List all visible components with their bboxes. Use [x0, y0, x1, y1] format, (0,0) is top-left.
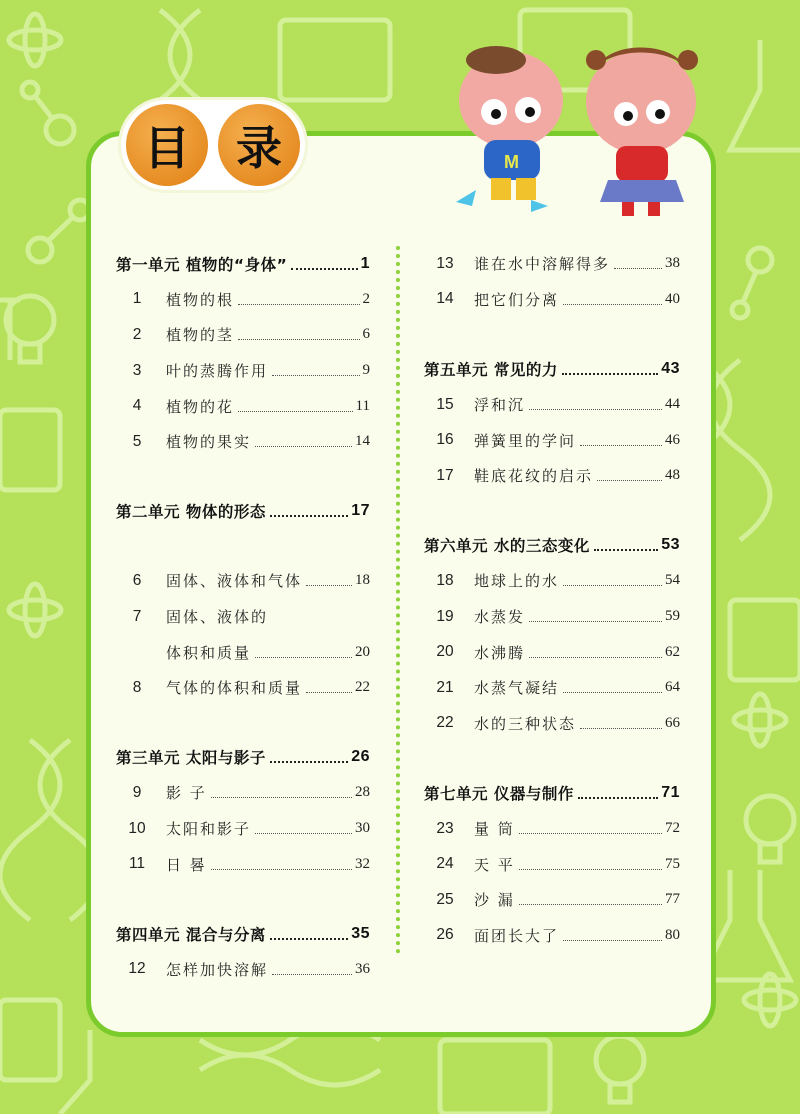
dot-leader — [255, 647, 352, 658]
lesson-title: 把它们分离 — [474, 290, 560, 309]
lesson-number: 25 — [436, 890, 454, 908]
dot-leader — [563, 930, 662, 941]
lesson-number: 24 — [436, 855, 454, 873]
toc-lesson-entry[interactable] — [116, 670, 370, 706]
lesson-number: 4 — [132, 397, 142, 415]
clay-girl-figure — [586, 48, 698, 217]
page-number: 62 — [665, 643, 680, 660]
page-number: 53 — [661, 536, 680, 554]
toc-lesson-entry[interactable] — [116, 775, 370, 811]
section-gap — [424, 741, 680, 775]
page-number: 66 — [665, 714, 680, 731]
svg-text:M: M — [504, 152, 519, 172]
toc-lesson-entry[interactable] — [424, 458, 680, 494]
lesson-number: 13 — [436, 254, 454, 272]
unit-label: 第一单元 植物的“身体” — [116, 255, 288, 274]
page-number: 17 — [351, 502, 370, 520]
page-number: 46 — [665, 431, 680, 448]
lesson-title: 鞋底花纹的启示 — [474, 467, 594, 486]
toc-lesson-entry[interactable] — [116, 388, 370, 424]
lesson-title: 水蒸气凝结 — [474, 679, 560, 698]
unit-label: 第七单元 仪器与制作 — [424, 784, 574, 803]
lesson-title: 植物的茎 — [166, 326, 235, 345]
lesson-title: 植物的果实 — [166, 433, 252, 452]
dot-leader — [578, 787, 658, 799]
lesson-number: 22 — [436, 714, 454, 732]
toc-left-column — [116, 246, 370, 987]
dot-leader — [562, 363, 658, 375]
page-number: 18 — [355, 572, 370, 589]
dot-leader — [519, 894, 662, 905]
dot-leader — [594, 539, 658, 551]
lesson-number: 7 — [132, 607, 142, 625]
column-divider — [396, 246, 400, 954]
page-number: 80 — [665, 926, 680, 943]
page-number: 22 — [355, 679, 370, 696]
page-number: 38 — [665, 255, 680, 272]
page-number: 32 — [355, 855, 370, 872]
section-gap — [424, 317, 680, 351]
page-number: 6 — [362, 326, 370, 343]
page-number: 1 — [360, 254, 370, 272]
dot-leader — [580, 718, 662, 729]
lesson-number: 10 — [128, 819, 146, 837]
toc-lesson-entry[interactable] — [424, 918, 680, 954]
toc-lesson-entry[interactable] — [424, 882, 680, 918]
toc-lesson-entry[interactable] — [116, 811, 370, 847]
toc-lesson-entry[interactable] — [424, 246, 680, 282]
dot-leader — [211, 859, 352, 870]
dot-leader — [529, 611, 662, 622]
toc-unit-heading[interactable] — [116, 246, 370, 282]
clay-children-illustration — [436, 30, 706, 220]
page-number: 28 — [355, 784, 370, 801]
lesson-number: 16 — [436, 431, 454, 449]
page-number: 26 — [351, 748, 370, 766]
lesson-title: 太阳和影子 — [166, 820, 252, 839]
lesson-number: 18 — [436, 571, 454, 589]
dot-leader — [519, 859, 662, 870]
title-char-1: 目 — [126, 104, 208, 186]
lesson-title: 日 晷 — [166, 855, 207, 874]
toc-right-column — [424, 246, 680, 953]
dot-leader — [238, 329, 359, 340]
dot-leader — [614, 258, 662, 269]
lesson-title: 面团长大了 — [474, 926, 560, 945]
unit-label: 第四单元 混合与分离 — [116, 925, 266, 944]
lesson-number: 3 — [132, 361, 142, 379]
dot-leader — [291, 258, 357, 270]
lesson-title: 量 筒 — [474, 820, 515, 839]
toc-lesson-entry[interactable] — [116, 563, 370, 599]
dot-leader — [255, 436, 352, 447]
page-number: 64 — [665, 679, 680, 696]
toc-lesson-entry[interactable] — [424, 706, 680, 742]
clay-boy-figure — [456, 46, 563, 212]
lesson-title: 谁在水中溶解得多 — [474, 255, 611, 274]
lesson-title: 固体、液体的 — [166, 608, 269, 627]
dot-leader — [580, 435, 662, 446]
toc-unit-heading[interactable] — [424, 528, 680, 564]
toc-lesson-entry[interactable] — [424, 422, 680, 458]
unit-label: 第三单元 太阳与影子 — [116, 749, 266, 768]
lesson-number: 14 — [436, 290, 454, 308]
toc-lesson-entry[interactable] — [424, 282, 680, 318]
page-number: 43 — [661, 359, 680, 377]
toc-lesson-entry[interactable] — [116, 317, 370, 353]
dot-leader — [563, 294, 662, 305]
dot-leader — [270, 751, 348, 763]
lesson-title: 叶的蒸腾作用 — [166, 362, 269, 381]
title-char-2: 录 — [218, 104, 300, 186]
dot-leader — [255, 823, 352, 834]
toc-lesson-entry[interactable] — [424, 634, 680, 670]
toc-unit-heading[interactable] — [424, 351, 680, 387]
page-number: 11 — [355, 397, 370, 414]
page-number: 36 — [355, 960, 370, 977]
page-number: 44 — [665, 396, 680, 413]
toc-lesson-entry[interactable] — [116, 424, 370, 460]
dot-leader — [597, 470, 662, 481]
lesson-number: 8 — [132, 678, 142, 696]
toc-lesson-entry[interactable] — [116, 952, 370, 988]
unit-label: 第二单元 物体的形态 — [116, 503, 266, 522]
dot-leader — [529, 647, 662, 658]
section-gap — [116, 882, 370, 916]
toc-lesson-entry[interactable] — [424, 563, 680, 599]
dot-leader — [238, 401, 353, 412]
dot-leader — [270, 928, 348, 940]
page-number: 71 — [661, 783, 680, 801]
lesson-number: 12 — [128, 960, 146, 978]
lesson-number: 1 — [132, 290, 142, 308]
lesson-title: 影 子 — [166, 784, 207, 803]
page-number: 48 — [665, 467, 680, 484]
page-number: 20 — [355, 643, 370, 660]
dot-leader — [563, 682, 662, 693]
lesson-number: 9 — [132, 783, 142, 801]
toc-lesson-entry[interactable] — [424, 599, 680, 635]
toc-unit-heading[interactable] — [116, 916, 370, 952]
lesson-number: 20 — [436, 643, 454, 661]
page-number: 35 — [351, 924, 370, 942]
page-number: 77 — [665, 891, 680, 908]
lesson-title: 气体的体积和质量 — [166, 679, 303, 698]
dot-leader — [272, 964, 352, 975]
section-gap — [116, 460, 370, 494]
dot-leader — [529, 399, 662, 410]
dot-leader — [563, 575, 662, 586]
lesson-title: 水沸腾 — [474, 643, 526, 662]
unit-label: 第五单元 常见的力 — [424, 360, 558, 379]
lesson-title: 体积和质量 — [166, 643, 252, 662]
lesson-title: 怎样加快溶解 — [166, 960, 269, 979]
section-gap — [424, 494, 680, 528]
page-number: 30 — [355, 820, 370, 837]
page-number: 59 — [665, 608, 680, 625]
lesson-number: 2 — [132, 325, 142, 343]
dot-leader — [211, 787, 352, 798]
lesson-number: 15 — [436, 395, 454, 413]
toc-lesson-entry[interactable] — [116, 634, 370, 670]
toc-lesson-entry[interactable] — [424, 811, 680, 847]
lesson-title: 地球上的水 — [474, 572, 560, 591]
dot-leader — [306, 575, 352, 586]
lesson-number: 17 — [436, 466, 454, 484]
page-number: 75 — [665, 855, 680, 872]
page-number: 40 — [665, 290, 680, 307]
unit-label: 第六单元 水的三态变化 — [424, 537, 590, 556]
lesson-number: 23 — [436, 819, 454, 837]
toc-unit-heading[interactable] — [116, 740, 370, 776]
toc-lesson-entry[interactable] — [116, 599, 370, 635]
dot-leader — [272, 365, 359, 376]
dot-leader — [238, 294, 359, 305]
toc-title-badge — [118, 97, 308, 193]
toc-lesson-entry[interactable] — [424, 387, 680, 423]
lesson-number: 6 — [132, 571, 142, 589]
lesson-number: 5 — [132, 432, 142, 450]
lesson-title: 弹簧里的学问 — [474, 431, 577, 450]
lesson-title: 浮和沉 — [474, 396, 526, 415]
dot-leader — [306, 682, 352, 693]
lesson-title: 植物的花 — [166, 397, 235, 416]
page-number: 9 — [362, 362, 370, 379]
toc-unit-heading[interactable] — [116, 494, 370, 530]
toc-lesson-entry[interactable] — [424, 670, 680, 706]
lesson-title: 固体、液体和气体 — [166, 572, 303, 591]
toc-lesson-entry[interactable] — [424, 846, 680, 882]
page-number: 14 — [355, 433, 370, 450]
page-number: 72 — [665, 820, 680, 837]
section-gap — [116, 529, 370, 563]
lesson-title: 水的三种状态 — [474, 714, 577, 733]
lesson-title: 植物的根 — [166, 290, 235, 309]
toc-lesson-entry[interactable] — [116, 353, 370, 389]
lesson-number: 11 — [128, 855, 146, 873]
lesson-number: 26 — [436, 926, 454, 944]
toc-lesson-entry[interactable] — [116, 282, 370, 318]
section-gap — [116, 706, 370, 740]
page-number: 54 — [665, 572, 680, 589]
lesson-title: 沙 漏 — [474, 891, 515, 910]
lesson-title: 天 平 — [474, 855, 515, 874]
dot-leader — [270, 505, 348, 517]
lesson-title: 水蒸发 — [474, 608, 526, 627]
toc-unit-heading[interactable] — [424, 775, 680, 811]
lesson-number: 19 — [436, 607, 454, 625]
dot-leader — [519, 823, 662, 834]
page-number: 2 — [362, 290, 370, 307]
lesson-number: 21 — [436, 678, 454, 696]
toc-lesson-entry[interactable] — [116, 846, 370, 882]
